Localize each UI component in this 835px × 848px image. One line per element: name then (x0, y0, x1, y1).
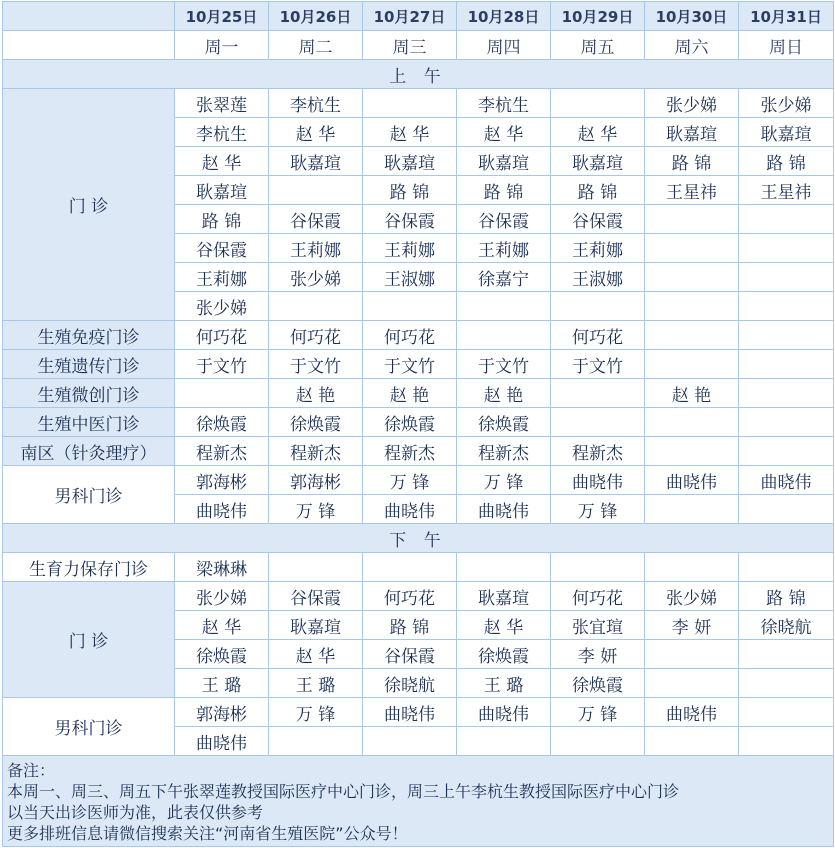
doctor-cell: 程新杰 (175, 437, 269, 466)
schedule-row (3, 466, 834, 495)
doctor-cell: 张少娣 (175, 292, 269, 321)
doctor-cell (645, 205, 739, 234)
section-title: 上 午 (3, 60, 834, 89)
doctor-cell (269, 727, 363, 756)
doctor-cell (739, 205, 834, 234)
doctor-cell: 张少娣 (269, 263, 363, 292)
doctor-cell: 王 璐 (269, 669, 363, 698)
doctor-cell: 梁琳琳 (175, 553, 269, 582)
doctor-cell: 张少娣 (175, 582, 269, 611)
doctor-cell: 何巧花 (551, 582, 645, 611)
doctor-cell: 路 锦 (739, 147, 834, 176)
doctor-cell: 曲晓伟 (457, 698, 551, 727)
doctor-cell: 程新杰 (363, 437, 457, 466)
doctor-cell (363, 89, 457, 118)
doctor-cell: 赵 华 (269, 118, 363, 147)
doctor-cell (645, 292, 739, 321)
date-header: 10月31日 (739, 2, 834, 31)
doctor-cell: 郭海彬 (175, 698, 269, 727)
doctor-cell: 王莉娜 (269, 234, 363, 263)
doctor-cell: 谷保霞 (175, 234, 269, 263)
date-header: 10月26日 (269, 2, 363, 31)
doctor-cell (269, 292, 363, 321)
doctor-cell: 赵 华 (457, 611, 551, 640)
doctor-cell: 王淑娜 (551, 263, 645, 292)
doctor-cell: 路 锦 (645, 147, 739, 176)
department-label: 生殖免疫门诊 (3, 321, 175, 350)
doctor-cell: 赵 艳 (645, 379, 739, 408)
doctor-cell (645, 669, 739, 698)
doctor-cell (739, 263, 834, 292)
date-header-row (3, 2, 834, 31)
department-label: 生育力保存门诊 (3, 553, 175, 582)
doctor-cell: 路 锦 (739, 582, 834, 611)
doctor-cell: 张少娣 (645, 89, 739, 118)
doctor-cell: 路 锦 (363, 611, 457, 640)
schedule-row (3, 350, 834, 379)
weekday-header: 周六 (645, 31, 739, 60)
section-title: 下 午 (3, 524, 834, 553)
doctor-cell (739, 437, 834, 466)
doctor-cell: 谷保霞 (551, 205, 645, 234)
doctor-cell: 赵 华 (363, 118, 457, 147)
doctor-cell: 万 锋 (363, 466, 457, 495)
doctor-cell: 路 锦 (363, 176, 457, 205)
schedule-row (3, 553, 834, 582)
doctor-cell (739, 292, 834, 321)
department-label: 生殖遗传门诊 (3, 350, 175, 379)
doctor-cell (645, 640, 739, 669)
doctor-cell: 徐焕霞 (457, 408, 551, 437)
doctor-cell (645, 263, 739, 292)
doctor-cell: 王 璐 (457, 669, 551, 698)
doctor-cell: 赵 华 (269, 640, 363, 669)
doctor-cell (645, 437, 739, 466)
doctor-cell (269, 553, 363, 582)
doctor-cell: 何巧花 (269, 321, 363, 350)
doctor-cell: 谷保霞 (363, 205, 457, 234)
weekday-header: 周二 (269, 31, 363, 60)
doctor-cell (645, 495, 739, 524)
doctor-cell: 程新杰 (269, 437, 363, 466)
doctor-cell (457, 727, 551, 756)
corner-cell (3, 31, 175, 60)
note-line: 以当天出诊医师为准，此表仅供参考 (7, 803, 264, 822)
doctor-cell: 曲晓伟 (551, 466, 645, 495)
doctor-cell (551, 553, 645, 582)
notes-row (3, 756, 834, 847)
section-row (3, 524, 834, 553)
doctor-cell: 耿嘉瑄 (175, 176, 269, 205)
doctor-cell: 徐焕霞 (269, 408, 363, 437)
note-line: 本周一、周三、周五下午张翠莲教授国际医疗中心门诊，周三上午李杭生教授国际医疗中心门诊 (7, 782, 680, 801)
doctor-cell (645, 408, 739, 437)
doctor-cell (363, 727, 457, 756)
doctor-cell: 路 锦 (175, 205, 269, 234)
doctor-cell: 耿嘉瑄 (739, 118, 834, 147)
doctor-cell: 曲晓伟 (175, 495, 269, 524)
doctor-cell: 于文竹 (551, 350, 645, 379)
doctor-cell: 赵 艳 (269, 379, 363, 408)
doctor-cell: 耿嘉瑄 (457, 582, 551, 611)
doctor-cell: 赵 艳 (457, 379, 551, 408)
schedule-row (3, 321, 834, 350)
doctor-cell: 王淑娜 (363, 263, 457, 292)
date-header: 10月30日 (645, 2, 739, 31)
doctor-cell: 路 锦 (551, 176, 645, 205)
doctor-cell (457, 292, 551, 321)
doctor-cell: 万 锋 (269, 698, 363, 727)
department-label: 生殖微创门诊 (3, 379, 175, 408)
doctor-cell: 谷保霞 (269, 205, 363, 234)
doctor-cell: 徐嘉宁 (457, 263, 551, 292)
doctor-cell (739, 408, 834, 437)
doctor-cell: 徐焕霞 (551, 669, 645, 698)
doctor-cell: 于文竹 (175, 350, 269, 379)
schedule-row (3, 379, 834, 408)
schedule-row (3, 698, 834, 727)
doctor-cell: 曲晓伟 (175, 727, 269, 756)
weekday-header-row (3, 31, 834, 60)
doctor-cell: 王莉娜 (175, 263, 269, 292)
schedule-row (3, 582, 834, 611)
doctor-cell: 徐焕霞 (457, 640, 551, 669)
doctor-cell (551, 727, 645, 756)
doctor-cell (551, 408, 645, 437)
schedule-table (2, 1, 834, 847)
note-line: 更多排班信息请微信搜索关注“河南省生殖医院”公众号！ (7, 824, 408, 843)
weekday-header: 周三 (363, 31, 457, 60)
doctor-cell: 李 妍 (645, 611, 739, 640)
doctor-cell (645, 727, 739, 756)
doctor-cell: 万 锋 (551, 495, 645, 524)
weekday-header: 周一 (175, 31, 269, 60)
schedule-row (3, 437, 834, 466)
doctor-cell: 李杭生 (269, 89, 363, 118)
doctor-cell (739, 350, 834, 379)
doctor-cell (457, 321, 551, 350)
doctor-cell: 耿嘉瑄 (551, 147, 645, 176)
doctor-cell: 于文竹 (269, 350, 363, 379)
doctor-cell: 赵 艳 (363, 379, 457, 408)
doctor-cell: 路 锦 (457, 176, 551, 205)
doctor-cell: 徐晓航 (363, 669, 457, 698)
doctor-cell (551, 379, 645, 408)
date-header: 10月27日 (363, 2, 457, 31)
doctor-cell (739, 234, 834, 263)
doctor-cell: 徐焕霞 (363, 408, 457, 437)
doctor-cell: 李杭生 (457, 89, 551, 118)
weekday-header: 周五 (551, 31, 645, 60)
department-label: 南区（针灸理疗） (3, 437, 175, 466)
doctor-cell: 曲晓伟 (645, 466, 739, 495)
doctor-cell: 万 锋 (269, 495, 363, 524)
doctor-cell: 曲晓伟 (363, 698, 457, 727)
date-header: 10月28日 (457, 2, 551, 31)
department-label: 男科门诊 (3, 466, 175, 524)
doctor-cell (175, 379, 269, 408)
doctor-cell: 王星祎 (739, 176, 834, 205)
doctor-cell (739, 321, 834, 350)
department-label: 生殖中医门诊 (3, 408, 175, 437)
doctor-cell: 何巧花 (363, 582, 457, 611)
doctor-cell: 耿嘉瑄 (269, 611, 363, 640)
doctor-cell: 何巧花 (175, 321, 269, 350)
doctor-cell (551, 292, 645, 321)
department-label: 门 诊 (3, 582, 175, 698)
doctor-cell (739, 495, 834, 524)
doctor-cell (551, 89, 645, 118)
schedule-row (3, 408, 834, 437)
corner-cell (3, 2, 175, 31)
doctor-cell (739, 669, 834, 698)
doctor-cell: 于文竹 (457, 350, 551, 379)
doctor-cell: 王莉娜 (551, 234, 645, 263)
department-label: 门 诊 (3, 89, 175, 321)
doctor-cell: 耿嘉瑄 (269, 147, 363, 176)
doctor-cell: 王 璐 (175, 669, 269, 698)
doctor-cell: 赵 华 (457, 118, 551, 147)
doctor-cell (645, 350, 739, 379)
doctor-cell: 赵 华 (551, 118, 645, 147)
doctor-cell (645, 553, 739, 582)
note-line: 备注： (7, 761, 56, 780)
doctor-cell (739, 727, 834, 756)
doctor-cell: 徐晓航 (739, 611, 834, 640)
doctor-cell (269, 176, 363, 205)
doctor-cell: 谷保霞 (269, 582, 363, 611)
doctor-cell (363, 292, 457, 321)
doctor-cell: 程新杰 (551, 437, 645, 466)
doctor-cell: 程新杰 (457, 437, 551, 466)
doctor-cell: 谷保霞 (457, 205, 551, 234)
doctor-cell: 赵 华 (175, 147, 269, 176)
weekday-header: 周四 (457, 31, 551, 60)
doctor-cell: 于文竹 (363, 350, 457, 379)
doctor-cell (739, 640, 834, 669)
doctor-cell: 耿嘉瑄 (645, 118, 739, 147)
doctor-cell: 李杭生 (175, 118, 269, 147)
date-header: 10月29日 (551, 2, 645, 31)
section-row (3, 60, 834, 89)
doctor-cell: 万 锋 (457, 466, 551, 495)
date-header: 10月25日 (175, 2, 269, 31)
schedule-row (3, 89, 834, 118)
doctor-cell (363, 553, 457, 582)
doctor-cell: 耿嘉瑄 (363, 147, 457, 176)
department-label: 男科门诊 (3, 698, 175, 756)
weekday-header: 周日 (739, 31, 834, 60)
doctor-cell: 曲晓伟 (363, 495, 457, 524)
doctor-cell: 王莉娜 (363, 234, 457, 263)
schedule-body (3, 2, 834, 847)
doctor-cell: 张少娣 (739, 89, 834, 118)
doctor-cell (645, 321, 739, 350)
doctor-cell: 张宜瑄 (551, 611, 645, 640)
doctor-cell: 王星祎 (645, 176, 739, 205)
doctor-cell: 张少娣 (645, 582, 739, 611)
doctor-cell (645, 234, 739, 263)
doctor-cell: 徐焕霞 (175, 408, 269, 437)
doctor-cell: 赵 华 (175, 611, 269, 640)
doctor-cell: 曲晓伟 (739, 466, 834, 495)
doctor-cell: 张翠莲 (175, 89, 269, 118)
doctor-cell: 谷保霞 (363, 640, 457, 669)
doctor-cell: 曲晓伟 (457, 495, 551, 524)
doctor-cell: 王莉娜 (457, 234, 551, 263)
notes-box (3, 756, 834, 847)
doctor-cell: 何巧花 (363, 321, 457, 350)
doctor-cell: 万 锋 (551, 698, 645, 727)
doctor-cell: 郭海彬 (175, 466, 269, 495)
doctor-cell: 何巧花 (551, 321, 645, 350)
doctor-cell (457, 553, 551, 582)
doctor-cell: 徐焕霞 (175, 640, 269, 669)
doctor-cell (739, 379, 834, 408)
doctor-cell: 耿嘉瑄 (457, 147, 551, 176)
doctor-cell (739, 698, 834, 727)
doctor-cell: 曲晓伟 (645, 698, 739, 727)
doctor-cell: 郭海彬 (269, 466, 363, 495)
doctor-cell: 李 妍 (551, 640, 645, 669)
doctor-cell (739, 553, 834, 582)
